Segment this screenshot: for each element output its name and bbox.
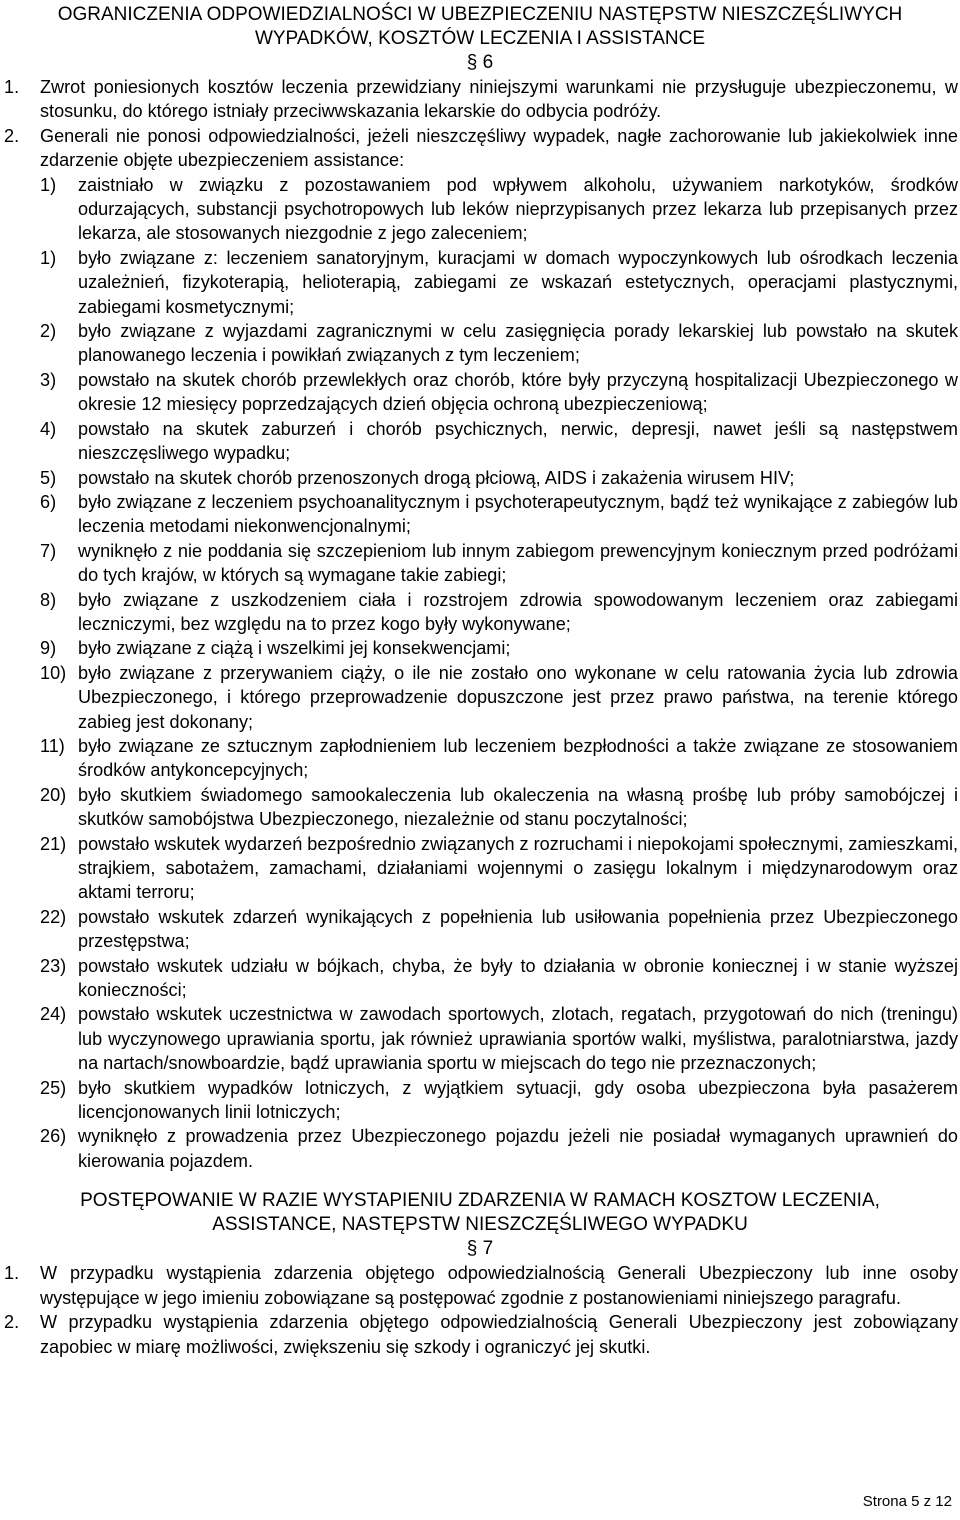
list-item-number: 1) [40,174,57,195]
list-item [0,466,960,490]
list-item-text: powstało na skutek zaburzeń i chorób psychicznych, nerwic, depresji, nawet jeśli są następstwem nieszczęsliwego wypadku; [78,418,958,464]
list-item-number: 7) [40,540,57,561]
exclusion-list [0,173,960,1174]
list-item-number: 25) [40,1077,67,1098]
list-item-text: zaistniało w związku z pozostawaniem pod wpływem alkoholu, używaniem narkotyków, środków odurzających, substancji psychotropowych lub leków nieprzypisanych przez lekarza lub przepisanych przez lekarza, ale stosowanych niezgodnie z jego zaleceniem; [78,174,958,244]
s6-p1-number: 1. [4,77,20,97]
list-item [0,734,960,783]
section-6-title-line1: OGRANICZENIA ODPOWIEDZIALNOŚCI W UBEZPIECZENIU NASTĘPSTW NIESZCZĘŚLIWYCH [57,4,903,25]
list-item-number: 6) [40,491,57,512]
list-item-number: 2) [40,321,57,342]
list-item-number: 11) [40,735,65,756]
list-item [0,783,960,832]
section-7-title-line2: ASSISTANCE, NASTĘPSTW NIESZCZĘŚLIWEGO WYPADKU [212,1214,748,1236]
list-item [0,417,960,466]
s6-p2-text: Generali nie ponosi odpowiedzialności, jeżeli nieszczęśliwy wypadek, nagłe zachorowanie lub jakiekolwiek inne zdarzenie objęte ubezpieczeniem assistance: [40,125,958,171]
s6-paragraph-2 [0,124,960,173]
s7-p2-text: W przypadku wystąpienia zdarzenia objętego odpowiedzialnością Generali Ubezpieczony jest zobowiązany zapobiec w miarę możliwości, zwiększeniu się szkody i ograniczyć jej skutki. [40,1312,958,1357]
list-item [0,588,960,637]
list-item-number: 1) [40,247,57,268]
list-item [0,832,960,905]
list-item-text: było związane z: leczeniem sanatoryjnym, kuracjami w domach wypoczynkowych lub ośrodkach leczenia uzależnień, fizykoterapią, helioterapią, zabiegami ze wskazań estetycznych, operacjami plastycznymi, zabiegami kosmetycznymi; [78,247,958,317]
list-item-text: powstało wskutek zdarzeń wynikających z popełnienia lub usiłowania popełnienia przez Ubezpieczonego przestępstwa; [78,906,958,952]
list-item-text: powstało na skutek chorób przenoszonych drogą płciową, AIDS i zakażenia wirusem HIV; [78,467,795,488]
list-item [0,905,960,954]
list-item [0,368,960,417]
list-item-number: 4) [40,418,57,439]
list-item [0,954,960,1003]
list-item-number: 23) [40,955,67,976]
list-item-text: było związane z przerywaniem ciąży, o ile nie zostało ono wykonane w celu ratowania życia lub zdrowia Ubezpieczonego, i którego przeprowadzenie dopuszczone jest przez prawo państwa, na terenie którego zabieg jest dokonany; [78,662,958,732]
list-item [0,1124,960,1173]
list-item-text: było związane z wyjazdami zagranicznymi w celu zasięgnięcia porady lekarskiej lub powstało na skutek planowanego leczenia i powikłań związanych z tym leczeniem; [78,321,958,366]
list-item-number: 3) [40,369,57,390]
list-item-text: wyniknęło z prowadzenia przez Ubezpieczonego pojazdu jeżeli nie posiadał wymaganych uprawnień do kierowania pojazdem. [78,1126,958,1171]
section-7-title [0,1189,960,1237]
s6-p1-text: Zwrot poniesionych kosztów leczenia przewidziany niniejszymi warunkami nie przysługuje ubezpieczonemu, w stosunku, do którego istniały przeciwwskazania lekarskie do odbycia podróży. [40,77,958,122]
list-item-text: było skutkiem świadomego samookaleczenia lub okaleczenia na własną prośbę lub próby samobójczej i skutków samobójstwa Ubezpieczonego, niezależnie od stanu poczytalności; [78,784,958,830]
s7-paragraph-2 [0,1310,960,1359]
list-item-number: 24) [40,1004,67,1025]
list-item-text: powstało wskutek udziału w bójkach, chyba, że były to działania w obronie koniecznej i w stanie wyższej konieczności; [78,955,958,1001]
list-item [0,1076,960,1125]
list-item-number: 10) [40,662,67,683]
list-item-text: było związane z ciążą i wszelkimi jej konsekwencjami; [78,638,511,659]
list-item-number: 9) [40,638,57,659]
list-item-text: było związane z uszkodzeniem ciała i rozstrojem zdrowia spowodowanym leczeniem oraz zabiegami leczniczymi, bez względu na to przez kogo były wykonywane; [78,589,958,634]
list-item [0,1002,960,1075]
list-item-text: powstało na skutek chorób przewlekłych oraz chorób, które były przyczyną hospitalizacji Ubezpieczonego w okresie 12 miesięcy poprzedzających dzień objęcia ochroną ubezpieczeniową; [78,369,958,415]
section-7-title-line1: POSTĘPOWANIE W RAZIE WYSTAPIENIU ZDARZENIA W RAMACH KOSZTOW LECZENIA, [80,1190,880,1212]
list-item-text: było skutkiem wypadków lotniczych, z wyjątkiem sytuacji, gdy osoba ubezpieczona była pasażerem licencjonowanych linii lotniczych; [78,1077,958,1123]
list-item-text: było związane z leczeniem psychoanalitycznym i psychoterapeutycznym, bądź też wynikające z zabiegów lub leczenia metodami niekonwencjonalnymi; [78,491,958,537]
list-item-text: było związane ze sztucznym zapłodnieniem lub leczeniem bezpłodności a także związane ze stosowaniem środków antykoncepcyjnych; [78,735,958,781]
section-6-title [0,0,960,51]
section-7-mark: § 7 [466,1238,494,1260]
section-6-mark: § 6 [466,52,494,73]
s6-paragraph-1 [0,75,960,124]
list-item-number: 26) [40,1126,67,1147]
s7-paragraph-1 [0,1261,960,1310]
s7-p1-number: 1. [4,1263,20,1284]
list-item [0,319,960,368]
list-item-number: 22) [40,906,67,927]
list-item [0,173,960,246]
list-item-text: powstało wskutek wydarzeń bezpośrednio związanych z rozruchami i niepokojami społecznymi, zamieszkami, strajkiem, sabotażem, zamachami, działaniami wojennymi o zasięgu lokalnym i międzynarodowym oraz aktami terroru; [78,833,958,903]
s7-p1-text: W przypadku wystąpienia zdarzenia objętego odpowiedzialnością Generali Ubezpieczony lub inne osoby występujące w jego imieniu zobowiązane są postępować zgodnie z postanowieniami niniejszego paragrafu. [40,1263,958,1308]
list-item-number: 8) [40,589,57,610]
page-number: Strona 5 z 12 [862,1493,952,1510]
list-item [0,636,960,660]
list-item-text: powstało wskutek uczestnictwa w zawodach sportowych, zlotach, regatach, przygotowań do nich (treningu) lub wyczynowego uprawiania sportu, jak również uprawiania sportów walki, myślistwa, paralotniarstwa, jazdy na nartach/snowboardzie, bądź uprawiania sportu w miejscach do tego nie przeznaczonych; [78,1004,958,1074]
list-item [0,539,960,588]
s7-p2-number: 2. [4,1312,20,1333]
section-6-title-line2: WYPADKÓW, KOSZTÓW LECZENIA I ASSISTANCE [254,28,706,49]
list-item [0,246,960,319]
list-item-text: wyniknęło z nie poddania się szczepieniom lub innym zabiegom prewencyjnym koniecznym przed podróżami do tych krajów, w których są wymagane takie zabiegi; [78,540,958,586]
list-item-number: 21) [40,833,67,854]
list-item [0,490,960,539]
s6-p2-number: 2. [4,125,20,146]
list-item [0,661,960,734]
list-item-number: 5) [40,467,57,488]
list-item-number: 20) [40,784,67,805]
